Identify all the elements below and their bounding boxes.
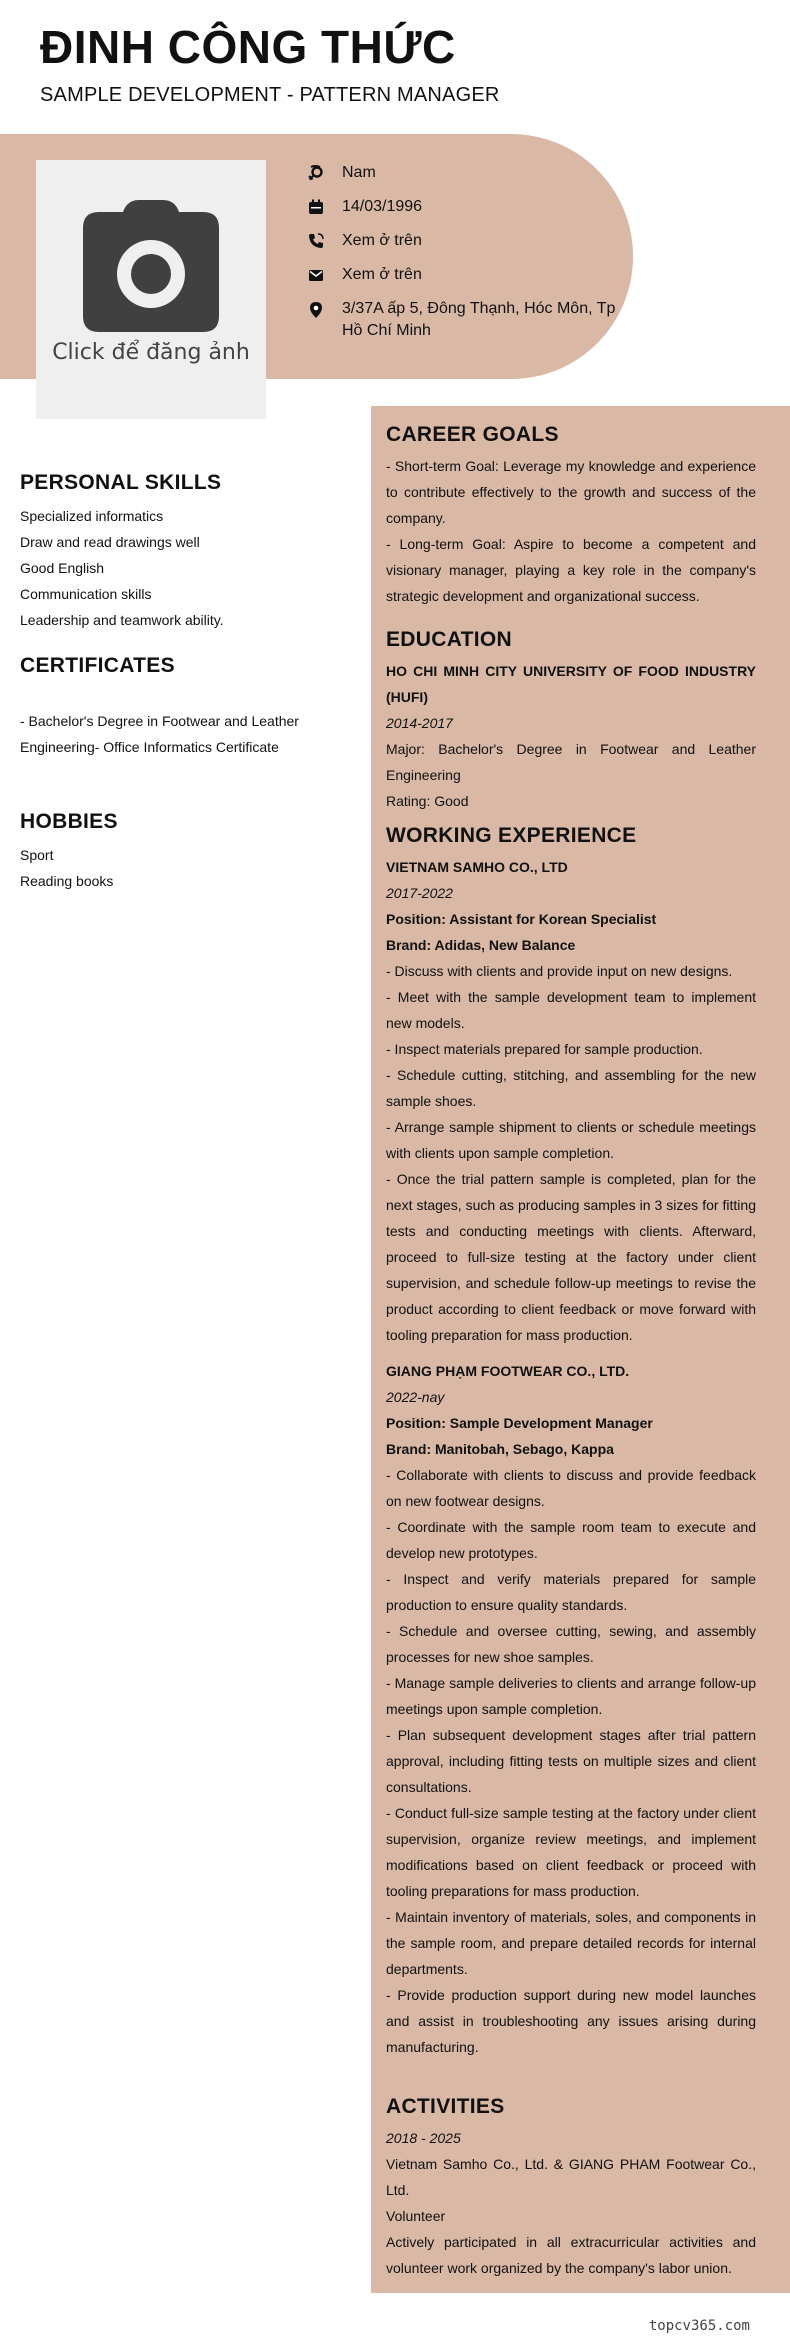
candidate-name: ĐINH CÔNG THỨC (40, 21, 456, 73)
list-item: Specialized informatics (20, 508, 164, 524)
list-item: Sport (20, 847, 54, 863)
job-period: 2022-nay (386, 1389, 445, 1405)
experience-title: WORKING EXPERIENCE (386, 824, 637, 847)
skills-section (20, 471, 350, 633)
job-duty: - Collaborate with clients to discuss and provide feedback on new footwear designs. (386, 1467, 756, 1509)
job-company: GIANG PHẠM FOOTWEAR CO., LTD. (386, 1363, 630, 1379)
job-duty: - Once the trial pattern sample is completed, plan for the next stages, such as producing samples in 3 sizes for fitting tests and conducting meetings with clients. Afterward, proceed to full-size testing at the factory under client supervision, and schedule follow-up meetings to revise the product according to client feedback or move forward with tooling preparation for mass production. (386, 1171, 756, 1343)
job-position: Position: Assistant for Korean Specialist (386, 911, 657, 927)
phone-icon (308, 230, 342, 254)
camera-icon (83, 198, 219, 334)
info-phone (308, 230, 628, 254)
job-duty: - Conduct full-size sample testing at the factory under client supervision, organize review meetings, and implement modifications based on client feedback or proceed with tooling preparations for mass production. (386, 1805, 756, 1899)
job-duty: - Inspect materials prepared for sample production. (386, 1041, 703, 1057)
skills-list (20, 503, 350, 633)
info-gender (308, 162, 628, 186)
email-text: Xem ở trên (342, 266, 422, 283)
job-duty: - Maintain inventory of materials, soles, and components in the sample room, and prepare detailed records for internal departments. (386, 1909, 756, 1977)
job-entry (386, 854, 756, 1348)
list-item: Draw and read drawings well (20, 534, 200, 550)
job-duty: - Meet with the sample development team to implement new models. (386, 989, 756, 1031)
hobbies-title: HOBBIES (20, 810, 118, 833)
education-school: HO CHI MINH CITY UNIVERSITY OF FOOD INDUSTRY (HUFI) (386, 663, 756, 705)
list-item: Leadership and teamwork ability. (20, 612, 224, 628)
photo-upload[interactable] (36, 160, 266, 419)
info-email (308, 264, 628, 288)
certificate-text: - Bachelor's Degree in Footwear and Leather Engineering- Office Informatics Certificate (20, 713, 299, 755)
info-birthday (308, 196, 628, 220)
job-period: 2017-2022 (386, 885, 453, 901)
activities-role: Volunteer (386, 2208, 446, 2224)
list-item: Communication skills (20, 586, 152, 602)
education-body (386, 658, 756, 814)
job-brand: Brand: Manitobah, Sebago, Kappa (386, 1441, 614, 1457)
list-item: Reading books (20, 873, 114, 889)
main-panel (371, 406, 790, 2293)
job-duty: - Schedule cutting, stitching, and assembling for the new sample shoes. (386, 1067, 756, 1109)
job-duty: - Arrange sample shipment to clients or schedule meetings with clients upon sample completion. (386, 1119, 756, 1161)
activities-title: ACTIVITIES (386, 2095, 505, 2118)
certificates-section (20, 654, 310, 760)
birthday-text: 14/03/1996 (342, 198, 423, 215)
gender-icon (308, 162, 342, 186)
list-item: Good English (20, 560, 105, 576)
location-icon (308, 298, 342, 324)
education-title: EDUCATION (386, 628, 512, 651)
job-brand: Brand: Adidas, New Balance (386, 937, 576, 953)
watermark: topcv365.com (648, 2318, 750, 2334)
activities-section (386, 2095, 756, 2281)
job-position: Position: Sample Development Manager (386, 1415, 653, 1431)
education-major: Major: Bachelor's Degree in Footwear and Leather Engineering (386, 741, 756, 783)
photo-upload-label: Click để đăng ảnh (52, 340, 250, 365)
job-duty: - Manage sample deliveries to clients and arrange follow-up meetings upon sample completion. (386, 1675, 756, 1717)
info-address (308, 298, 628, 342)
hobbies-list (20, 842, 350, 894)
career-title: CAREER GOALS (386, 423, 559, 446)
activities-period: 2018 - 2025 (386, 2130, 461, 2146)
calendar-icon (308, 196, 342, 220)
job-duty: - Plan subsequent development stages after trial pattern approval, including fitting tests on multiple sizes and client consultations. (386, 1727, 756, 1795)
certificates-title: CERTIFICATES (20, 654, 175, 677)
job-duty: - Provide production support during new model launches and assist in troubleshooting any issues arising during manufacturing. (386, 1987, 756, 2055)
job-duty: - Coordinate with the sample room team to execute and develop new prototypes. (386, 1519, 756, 1561)
job-duty: - Schedule and oversee cutting, sewing, and assembly processes for new shoe samples. (386, 1623, 756, 1665)
hobbies-section (20, 810, 350, 894)
gender-text: Nam (342, 164, 376, 181)
activities-org: Vietnam Samho Co., Ltd. & GIANG PHAM Footwear Co., Ltd. (386, 2156, 756, 2198)
career-body (386, 453, 756, 609)
mail-icon (308, 264, 342, 288)
skills-title: PERSONAL SKILLS (20, 471, 222, 494)
contact-info (308, 162, 628, 352)
career-short-goal: - Short-term Goal: Leverage my knowledge and experience to contribute effectively to the growth and success of the company. (386, 458, 756, 526)
job-entry (386, 1358, 756, 2060)
phone-text: Xem ở trên (342, 232, 422, 249)
experience-section (386, 824, 756, 2060)
candidate-title: SAMPLE DEVELOPMENT - PATTERN MANAGER (40, 84, 500, 106)
education-rating: Rating: Good (386, 793, 469, 809)
certificates-list (20, 708, 310, 760)
education-period: 2014-2017 (386, 715, 453, 731)
job-duty: - Discuss with clients and provide input on new designs. (386, 963, 733, 979)
job-duty: - Inspect and verify materials prepared for sample production to ensure quality standards. (386, 1571, 756, 1613)
address-text: 3/37A ấp 5, Đông Thạnh, Hóc Môn, Tp Hồ Chí Minh (342, 300, 616, 339)
job-company: VIETNAM SAMHO CO., LTD (386, 859, 568, 875)
career-section (386, 423, 756, 609)
career-long-goal: - Long-term Goal: Aspire to become a competent and visionary manager, playing a key role in the company's strategic development and organizational success. (386, 536, 756, 604)
activities-desc: Actively participated in all extracurricular activities and volunteer work organized by the company's labor union. (386, 2234, 756, 2276)
activities-body (386, 2125, 756, 2281)
education-section (386, 628, 756, 814)
